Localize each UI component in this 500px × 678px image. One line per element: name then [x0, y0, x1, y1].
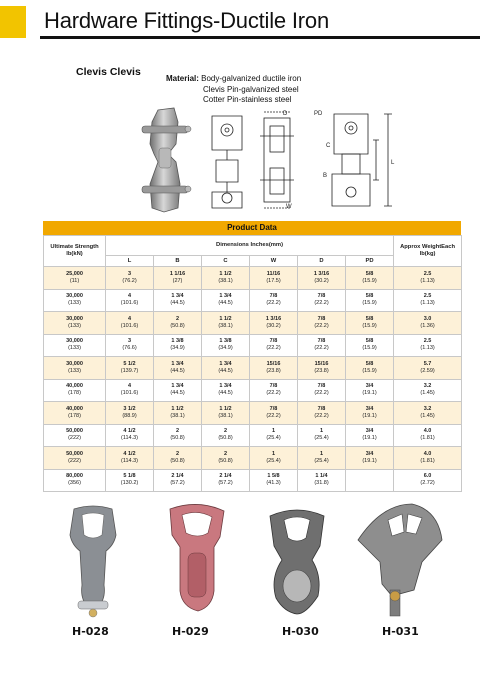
- subcol-d: D: [298, 256, 346, 267]
- cell-pd: [346, 312, 394, 335]
- cell-b-metric: (44.5): [170, 390, 185, 397]
- subcol-l: L: [106, 256, 154, 267]
- cell-w-metric: (25.4): [266, 457, 281, 464]
- cell-c-value: 1 3/4: [219, 293, 232, 300]
- cell-d: [298, 334, 346, 357]
- cell-pd: [346, 402, 394, 425]
- cell-w-metric: (22.2): [266, 345, 281, 352]
- cell-w-value: 1 5/8: [267, 473, 280, 480]
- subcol-b: B: [154, 256, 202, 267]
- cell-b-metric: (50.8): [170, 457, 185, 464]
- cell-ultimate-value: 30,000: [66, 338, 83, 345]
- cell-l-metric: (88.9): [122, 412, 137, 419]
- product-title: Clevis Clevis: [76, 66, 141, 78]
- cell-b-metric: (50.8): [170, 322, 185, 329]
- product-table: [43, 235, 462, 492]
- cell-d-value: 1: [319, 428, 324, 435]
- cell-c: [202, 289, 250, 312]
- cell-w-value: 1: [271, 450, 276, 457]
- cell-c-metric: (44.5): [218, 367, 233, 374]
- cell-w-value: 7/8: [269, 383, 278, 390]
- col-header-ultimate: Ultimate Strength lb(kN): [44, 236, 106, 267]
- cell-b: [154, 469, 202, 492]
- cell-c-value: 1 1/2: [219, 405, 232, 412]
- cell-pd-metric: (15.9): [362, 322, 377, 329]
- cell-c-metric: (50.8): [218, 435, 233, 442]
- cell-l-metric: (76.6): [122, 345, 137, 352]
- cell-d-value: 15/16: [314, 360, 329, 367]
- cell-l: [106, 357, 154, 380]
- cell-b: [154, 424, 202, 447]
- col-header-dimensions: Dimensions Inches(mm): [106, 236, 394, 256]
- cell-pd: [346, 334, 394, 357]
- cell-b-value: 2: [175, 450, 180, 457]
- material-block: [166, 74, 301, 106]
- cell-ultimate-value: 80,000: [66, 473, 83, 480]
- cell-w: [250, 447, 298, 470]
- cell-b-value: 1 1/16: [169, 270, 186, 277]
- cell-w: [250, 469, 298, 492]
- cell-d-metric: (31.8): [314, 480, 329, 487]
- cell-w: [250, 402, 298, 425]
- cell-d-value: 7/8: [317, 338, 326, 345]
- cell-pd-metric: (19.1): [362, 390, 377, 397]
- cell-b: [154, 402, 202, 425]
- cell-w-metric: (30.2): [266, 322, 281, 329]
- subcol-c: C: [202, 256, 250, 267]
- cell-l-metric: (139.7): [120, 367, 139, 374]
- cell-ultimate-value: 50,000: [66, 428, 83, 435]
- cell-ultimate-value: 50,000: [66, 450, 83, 457]
- cell-l-metric: (114.3): [120, 435, 139, 442]
- cell-l: [106, 312, 154, 335]
- cell-c: [202, 357, 250, 380]
- cell-w-metric: (22.2): [266, 390, 281, 397]
- cell-ultimate-value: 30,000: [66, 315, 83, 322]
- cell-ultimate: [44, 469, 106, 492]
- cell-d-metric: (25.4): [314, 457, 329, 464]
- cell-c-value: 1 1/2: [219, 270, 232, 277]
- cell-w-metric: (22.2): [266, 300, 281, 307]
- cell-pd-value: 5/8: [365, 360, 374, 367]
- table-row: [44, 289, 462, 312]
- diagram-label-pd: PD: [314, 111, 323, 117]
- cell-c-metric: (44.5): [218, 390, 233, 397]
- cell-b-metric: (44.5): [170, 300, 185, 307]
- h-029-label: H-029: [172, 625, 209, 638]
- cell-b-value: 1 3/4: [171, 383, 184, 390]
- cell-c-value: 2 1/4: [219, 473, 232, 480]
- cell-c: [202, 469, 250, 492]
- cell-w-value: 1 3/16: [265, 315, 282, 322]
- cell-l-metric: (130.2): [120, 480, 139, 487]
- cell-pd-value: 5/8: [365, 338, 374, 345]
- cell-c-value: 2: [223, 428, 228, 435]
- cell-weight-metric: (2.59): [420, 367, 435, 374]
- cell-b: [154, 312, 202, 335]
- cell-weight: [394, 469, 462, 492]
- cell-pd: [346, 469, 394, 492]
- diagram-label-d: D: [283, 111, 288, 117]
- col-header-weight: Approx WeightEach lb(kg): [394, 236, 462, 267]
- cell-ultimate-metric: (11): [69, 277, 80, 284]
- cell-d-value: 7/8: [317, 293, 326, 300]
- cell-d: [298, 447, 346, 470]
- cell-pd: [346, 424, 394, 447]
- cell-c: [202, 424, 250, 447]
- cell-pd: [346, 267, 394, 290]
- diagram-label-w: W: [286, 204, 292, 210]
- cell-ultimate-metric: (178): [68, 412, 81, 419]
- cell-weight: [394, 402, 462, 425]
- cell-w-value: 7/8: [269, 405, 278, 412]
- cell-d-metric: (30.2): [314, 277, 329, 284]
- cell-d: [298, 424, 346, 447]
- cell-weight: [394, 334, 462, 357]
- cell-weight-value: 3.2: [423, 405, 432, 412]
- cell-l: [106, 334, 154, 357]
- cell-c-metric: (50.8): [218, 457, 233, 464]
- cell-d-metric: (22.2): [314, 300, 329, 307]
- material-line-2: Clevis Pin-galvanized steel: [203, 84, 299, 94]
- clevis-clevis-photo: [128, 104, 202, 216]
- table-row: [44, 424, 462, 447]
- cell-weight-value: 2.5: [423, 293, 432, 300]
- cell-d-metric: (25.4): [314, 435, 329, 442]
- table-row: [44, 379, 462, 402]
- cell-d-value: 7/8: [317, 315, 326, 322]
- cell-l-value: 3: [127, 338, 132, 345]
- h-031-label: H-031: [382, 625, 419, 638]
- cell-l-value: 3: [127, 270, 132, 277]
- cell-weight-value: 3.0: [423, 315, 432, 322]
- cell-pd-value: 5/8: [365, 293, 374, 300]
- cell-l: [106, 267, 154, 290]
- cell-c-value: 1 3/4: [219, 383, 232, 390]
- cell-pd: [346, 289, 394, 312]
- cell-l-metric: (101.6): [120, 390, 139, 397]
- material-line-1: Body-galvanized ductile iron: [201, 74, 302, 83]
- cell-pd-metric: (19.1): [362, 435, 377, 442]
- cell-b: [154, 334, 202, 357]
- cell-pd-value: 3/4: [365, 405, 374, 412]
- cell-b-metric: (57.2): [170, 480, 185, 487]
- cell-w-value: 1: [271, 428, 276, 435]
- cell-b-value: 1 3/8: [171, 338, 184, 345]
- cell-d: [298, 469, 346, 492]
- cell-weight-metric: (1.45): [420, 412, 435, 419]
- diagram-label-c: C: [326, 143, 331, 149]
- header-rule: [40, 36, 480, 39]
- cell-l-value: 4: [127, 315, 132, 322]
- cell-ultimate-metric: (133): [68, 322, 81, 329]
- cell-l-value: 5 1/8: [123, 473, 136, 480]
- cell-b: [154, 289, 202, 312]
- cell-b-value: 1 1/2: [171, 405, 184, 412]
- cell-w-metric: (23.8): [266, 367, 281, 374]
- cell-l-value: 4 1/2: [123, 450, 136, 457]
- cell-b-value: 2: [175, 428, 180, 435]
- cell-ultimate-value: 30,000: [66, 293, 83, 300]
- cell-l-metric: (101.6): [120, 322, 139, 329]
- material-label: Material:: [166, 74, 199, 83]
- cell-ultimate-value: 30,000: [66, 360, 83, 367]
- cell-w: [250, 334, 298, 357]
- cell-d-value: 1 3/16: [313, 270, 330, 277]
- cell-l-value: 5 1/2: [123, 360, 136, 367]
- cell-w: [250, 424, 298, 447]
- cell-b: [154, 357, 202, 380]
- cell-w: [250, 289, 298, 312]
- cell-d: [298, 357, 346, 380]
- table-row: [44, 312, 462, 335]
- cell-weight-metric: (1.81): [420, 435, 435, 442]
- cell-weight-value: 3.2: [423, 383, 432, 390]
- cell-c-value: 1 3/4: [219, 360, 232, 367]
- cell-weight: [394, 267, 462, 290]
- cell-d: [298, 312, 346, 335]
- cell-b: [154, 267, 202, 290]
- diagram-label-b: B: [323, 173, 328, 179]
- cell-pd-value: 5/8: [365, 270, 374, 277]
- cell-ultimate-value: 40,000: [66, 405, 83, 412]
- cell-w: [250, 267, 298, 290]
- cell-b: [154, 447, 202, 470]
- cell-d-value: 7/8: [317, 383, 326, 390]
- cell-d: [298, 267, 346, 290]
- h-028-photo: [58, 505, 128, 621]
- cell-l: [106, 424, 154, 447]
- cell-pd-metric: (15.9): [362, 277, 377, 284]
- cell-w-value: 7/8: [269, 338, 278, 345]
- cell-l: [106, 469, 154, 492]
- cell-c: [202, 447, 250, 470]
- cell-weight-metric: (1.13): [420, 300, 435, 307]
- cell-d: [298, 379, 346, 402]
- cell-w: [250, 312, 298, 335]
- cell-weight-metric: (1.13): [420, 345, 435, 352]
- cell-l-metric: (76.2): [122, 277, 137, 284]
- cell-weight: [394, 424, 462, 447]
- cell-l: [106, 379, 154, 402]
- table-row: [44, 267, 462, 290]
- cell-w-metric: (22.2): [266, 412, 281, 419]
- cell-w-value: 11/16: [266, 270, 281, 277]
- cell-l-value: 4: [127, 383, 132, 390]
- h-030-photo: [262, 506, 332, 618]
- cell-b-metric: (38.1): [170, 412, 185, 419]
- cell-ultimate-metric: (133): [68, 367, 81, 374]
- header-band: [0, 0, 500, 42]
- cell-weight-metric: (1.45): [420, 390, 435, 397]
- cell-ultimate-metric: (222): [68, 435, 81, 442]
- cell-b-metric: (34.9): [170, 345, 185, 352]
- cell-ultimate-metric: (356): [68, 480, 81, 487]
- cell-weight-metric: (1.36): [420, 322, 435, 329]
- cell-d-metric: (23.8): [314, 367, 329, 374]
- cell-pd-metric: (19.1): [362, 412, 377, 419]
- table-row: [44, 357, 462, 380]
- cell-c-value: 1 1/2: [219, 315, 232, 322]
- cell-c: [202, 379, 250, 402]
- table-title: Product Data: [43, 221, 461, 235]
- cell-weight: [394, 379, 462, 402]
- cell-w-value: 7/8: [269, 293, 278, 300]
- h-029-photo: [158, 503, 236, 619]
- cell-c-metric: (38.1): [218, 322, 233, 329]
- cell-d-value: 7/8: [317, 405, 326, 412]
- cell-l-value: 3 1/2: [123, 405, 136, 412]
- table-row: [44, 334, 462, 357]
- cell-ultimate: [44, 379, 106, 402]
- cell-pd-metric: (15.9): [362, 345, 377, 352]
- cell-weight-value: 4.0: [423, 428, 432, 435]
- cell-pd: [346, 357, 394, 380]
- cell-b: [154, 379, 202, 402]
- cell-l: [106, 447, 154, 470]
- cell-c-metric: (34.9): [218, 345, 233, 352]
- cell-b-metric: (44.5): [170, 367, 185, 374]
- cell-ultimate-value: 40,000: [66, 383, 83, 390]
- cell-c: [202, 267, 250, 290]
- cell-weight: [394, 447, 462, 470]
- cell-b-value: 2: [175, 315, 180, 322]
- cell-weight: [394, 289, 462, 312]
- table-row: [44, 447, 462, 470]
- cell-ultimate: [44, 447, 106, 470]
- h-030-label: H-030: [282, 625, 319, 638]
- cell-c-metric: (38.1): [218, 277, 233, 284]
- cell-ultimate-value: 25,000: [66, 270, 83, 277]
- cell-weight-metric: (1.13): [420, 277, 435, 284]
- cell-ultimate-metric: (178): [68, 390, 81, 397]
- h-028-label: H-028: [72, 625, 109, 638]
- cell-c: [202, 402, 250, 425]
- cell-weight-value: 5.7: [423, 360, 432, 367]
- cell-l-value: 4: [127, 293, 132, 300]
- cell-ultimate-metric: (222): [68, 457, 81, 464]
- cell-l-metric: (114.3): [120, 457, 139, 464]
- cell-pd-value: 3/4: [365, 383, 374, 390]
- cell-d: [298, 289, 346, 312]
- cell-b-metric: (50.8): [170, 435, 185, 442]
- cell-b-metric: (27): [172, 277, 183, 284]
- product-data-table: [43, 221, 461, 492]
- page-title: Hardware Fittings-Ductile Iron: [44, 8, 329, 33]
- cell-d-value: 1 1/4: [315, 473, 328, 480]
- cell-d-metric: (22.2): [314, 322, 329, 329]
- cell-w-metric: (25.4): [266, 435, 281, 442]
- cell-weight-value: 6.0: [423, 473, 432, 480]
- cell-ultimate: [44, 312, 106, 335]
- cell-l: [106, 289, 154, 312]
- material-line-3: Cotter Pin-stainless steel: [203, 95, 292, 104]
- cell-ultimate-metric: (133): [68, 300, 81, 307]
- subcol-w: W: [250, 256, 298, 267]
- cell-w-metric: (17.5): [266, 277, 281, 284]
- cell-w-value: 15/16: [266, 360, 281, 367]
- cell-b-value: 1 3/4: [171, 360, 184, 367]
- cell-d-metric: (22.2): [314, 412, 329, 419]
- header-accent-bar: [0, 6, 26, 38]
- cell-weight-value: 2.5: [423, 270, 432, 277]
- table-row: [44, 469, 462, 492]
- cell-w: [250, 357, 298, 380]
- cell-ultimate: [44, 289, 106, 312]
- dimension-diagrams: [204, 106, 406, 214]
- cell-d-metric: (22.2): [314, 345, 329, 352]
- cell-b-value: 1 3/4: [171, 293, 184, 300]
- cell-weight-metric: (1.81): [420, 457, 435, 464]
- cell-c-metric: (57.2): [218, 480, 233, 487]
- cell-c-value: 2: [223, 450, 228, 457]
- cell-pd-metric: (15.9): [362, 367, 377, 374]
- cell-pd-metric: (19.1): [362, 457, 377, 464]
- cell-w-metric: (41.3): [266, 480, 281, 487]
- diagram-label-l: L: [391, 160, 395, 166]
- cell-pd: [346, 447, 394, 470]
- cell-ultimate: [44, 334, 106, 357]
- cell-weight-metric: (2.72): [420, 480, 435, 487]
- cell-weight-value: 4.0: [423, 450, 432, 457]
- h-031-photo: [352, 500, 448, 620]
- cell-pd-metric: (15.9): [362, 300, 377, 307]
- cell-c-metric: (38.1): [218, 412, 233, 419]
- cell-pd: [346, 379, 394, 402]
- cell-b-value: 2 1/4: [171, 473, 184, 480]
- cell-ultimate: [44, 424, 106, 447]
- cell-ultimate: [44, 357, 106, 380]
- cell-l: [106, 402, 154, 425]
- cell-l-metric: (101.6): [120, 300, 139, 307]
- cell-c: [202, 312, 250, 335]
- cell-pd-value: 5/8: [365, 315, 374, 322]
- cell-w: [250, 379, 298, 402]
- subcol-pd: PD: [346, 256, 394, 267]
- table-row: [44, 402, 462, 425]
- cell-pd-value: 3/4: [365, 450, 374, 457]
- cell-weight-value: 2.5: [423, 338, 432, 345]
- cell-pd-value: 3/4: [365, 428, 374, 435]
- cell-ultimate: [44, 402, 106, 425]
- cell-d-value: 1: [319, 450, 324, 457]
- cell-c: [202, 334, 250, 357]
- cell-weight: [394, 357, 462, 380]
- cell-weight: [394, 312, 462, 335]
- cell-ultimate: [44, 267, 106, 290]
- cell-c-metric: (44.5): [218, 300, 233, 307]
- cell-c-value: 1 3/8: [219, 338, 232, 345]
- cell-l-value: 4 1/2: [123, 428, 136, 435]
- cell-d-metric: (22.2): [314, 390, 329, 397]
- cell-d: [298, 402, 346, 425]
- cell-ultimate-metric: (133): [68, 345, 81, 352]
